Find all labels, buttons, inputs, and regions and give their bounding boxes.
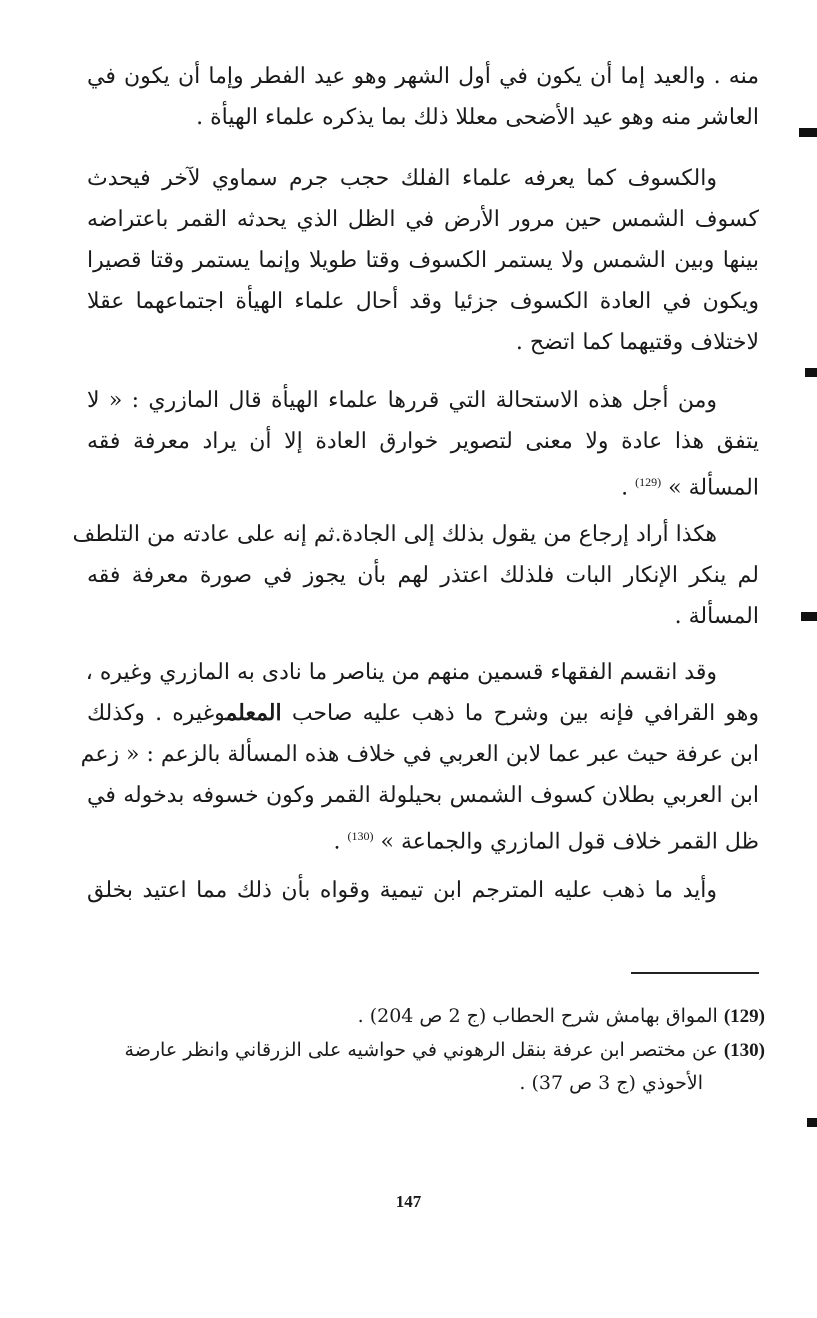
footnote-line: الأحوذي (ج 3 ص 37) . <box>519 1072 703 1094</box>
text-line <box>87 816 759 862</box>
text-segment: . <box>333 829 348 855</box>
scan-edge-mark <box>805 368 817 377</box>
paragraph-4 <box>72 514 759 637</box>
footnote-reference: (130) <box>347 829 374 843</box>
text-segment: المسألة » <box>668 475 759 501</box>
text-line: منه . والعيد إما أن يكون في أول الشهر وهو عيد الفطر وإما أن يكون في <box>87 64 759 89</box>
scan-edge-mark <box>801 612 817 621</box>
text-line: لاختلاف وقتيهما كما اتضح . <box>515 330 759 355</box>
paragraph-2 <box>87 158 759 363</box>
scan-edge-mark <box>807 1118 817 1127</box>
text-line: المسألة . <box>674 604 759 629</box>
text-line: والكسوف كما يعرفه علماء الفلك حجب جرم سماوي لآخر فيحدث <box>87 166 717 191</box>
text-line: ومن أجل هذه الاستحالة التي قررها علماء الهيأة قال المازري : « لا <box>87 388 717 413</box>
page-number: 147 <box>395 1192 422 1211</box>
text-line: ابن عرفة حيث عبر عما لابن العربي في خلاف هذه المسألة بالزعم : « زعم <box>80 742 759 767</box>
footnote-line <box>85 1034 765 1067</box>
text-line: ابن العربي بطلان كسوف الشمس بحيلولة القمر وكون خسوفه بدخوله في <box>87 783 759 808</box>
text-segment: وغيره . وكذلك <box>87 701 226 726</box>
text-line: هكذا أراد إرجاع من يقول بذلك إلى الجادة.ثم إنه على عادته من التلطف <box>72 522 717 547</box>
text-line <box>87 462 759 508</box>
paragraph-5 <box>80 652 759 862</box>
text-line <box>87 693 759 734</box>
text-line: لم ينكر الإنكار البات فلذلك اعتذر لهم بأن يجوز في صورة معرفة فقه <box>87 563 759 588</box>
footnote-number: (129) <box>723 1006 765 1027</box>
text-segment: . <box>621 475 636 501</box>
footnote-text: عن مختصر ابن عرفة بنقل الرهوني في حواشيه على الزرقاني وانظر عارضة <box>124 1039 718 1061</box>
text-line: كسوف الشمس حين مرور الأرض في الظل الذي يحدثه القمر باعتراضه <box>87 207 759 232</box>
paragraph-6 <box>87 870 759 911</box>
footnote-129 <box>85 1000 765 1033</box>
text-line: العاشر منه وهو عيد الأضحى معللا ذلك بما يذكره علماء الهيأة . <box>196 105 759 130</box>
footnote-separator <box>631 972 759 974</box>
footnote-reference: (129) <box>635 475 662 489</box>
text-segment: ظل القمر خلاف قول المازري والجماعة » <box>380 829 759 855</box>
text-line: وقد انقسم الفقهاء قسمين منهم من يناصر ما نادى به المازري وغيره ، <box>85 660 717 685</box>
text-line: وأيد ما ذهب عليه المترجم ابن تيمية وقواه بأن ذلك مما اعتيد بخلق <box>87 878 717 903</box>
paragraph-3 <box>87 380 759 508</box>
footnote-text: المواق بهامش شرح الحطاب (ج 2 ص 204) . <box>357 1005 718 1027</box>
scan-edge-mark <box>799 128 817 137</box>
text-segment: وهو القرافي فإنه بين وشرح ما ذهب عليه صاحب <box>291 701 759 726</box>
text-line: يتفق هذا عادة ولا معنى لتصوير خوارق العادة إلا أن يراد معرفة فقه <box>87 429 759 454</box>
text-line: ويكون في العادة الكسوف جزئيا وقد أحال علماء الهيأة اجتماعهما عقلا <box>87 289 759 314</box>
bold-term: المعلم <box>225 700 282 726</box>
paragraph-1 <box>87 56 759 138</box>
footnote-number: (130) <box>723 1040 765 1061</box>
footnote-130 <box>85 1034 765 1099</box>
text-line: بينها وبين الشمس ولا يستمر الكسوف وقتا طويلا وإنما يستمر وقتا قصيرا <box>87 248 759 273</box>
footnote-line <box>85 1000 765 1033</box>
